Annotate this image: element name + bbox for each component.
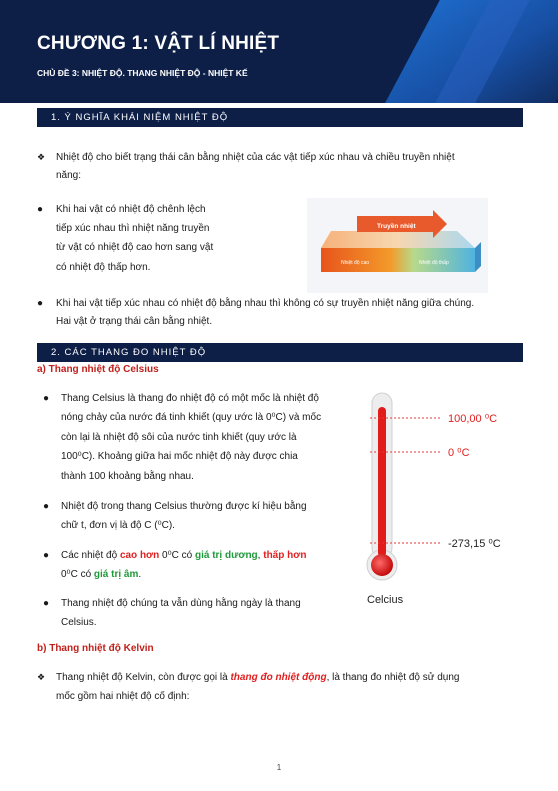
c-bullet1-line-1: Thang Celsius là thang đo nhiệt độ có một mốc là nhiệt độ [61, 393, 319, 404]
heat-transfer-figure [307, 198, 488, 293]
bullet2-line-2: Hai vật ở trạng thái cân bằng nhiệt. [56, 316, 213, 327]
c-bullet2-line-2: chữ t, đơn vị là độ C (⁰C). [61, 520, 175, 531]
bullet1-line-2: tiếp xúc nhau thì nhiệt năng truyền [56, 223, 210, 234]
mid-value: 0 ⁰C [448, 447, 470, 459]
celsius-heading: a) Thang nhiệt độ Celsius [37, 364, 159, 375]
diamond-bullet-icon: ❖ [37, 672, 46, 682]
bullet1-line-1: Khi hai vật có nhiệt độ chênh lệch [56, 204, 206, 215]
c-bullet2-line-1: Nhiệt độ trong thang Celsius thường được kí hiệu bằng [61, 501, 307, 512]
intro-line-1: Nhiệt độ cho biết trạng thái cân bằng nhiệt của các vật tiếp xúc nhau và chiều truyền nhiệt [56, 152, 455, 163]
lower-text: thấp hơn [263, 550, 307, 561]
thermometer-caption: Celcius [367, 594, 404, 606]
section-2-heading: 2. CÁC THANG ĐO NHIỆT ĐỘ [37, 343, 523, 362]
kelvin-emphasis: thang đo nhiệt động [230, 672, 327, 683]
bullet-icon: ● [43, 598, 50, 609]
cold-label: Nhiệt độ thấp [419, 260, 449, 266]
low-value: -273,15 ⁰C [448, 538, 501, 550]
arrow-label: Truyền nhiệt [377, 223, 416, 230]
topic-subtitle: CHỦ ĐỀ 3: NHIỆT ĐỘ. THANG NHIỆT ĐỘ - NHIỆT KẾ [37, 68, 248, 78]
c-bullet1-line-5: thành 100 khoảng bằng nhau. [61, 471, 194, 482]
c-bullet3-line-2: 0⁰C có giá trị âm. [61, 569, 142, 580]
bullet-icon: ● [43, 550, 50, 561]
negative-text: giá trị âm [93, 569, 139, 580]
positive-text: giá trị dương [194, 550, 258, 561]
page-number: 1 [276, 763, 282, 772]
bullet-icon: ● [37, 204, 44, 215]
kelvin-line-1: Thang nhiệt độ Kelvin, còn được gọi là thang đo nhiệt động, là thang đo nhiệt độ sử dụng [56, 672, 460, 683]
kelvin-line-2: mốc gồm hai nhiệt độ cố định: [56, 691, 190, 702]
top-value: 100,00 ⁰C [448, 413, 498, 425]
chapter-title: CHƯƠNG 1: VẬT LÍ NHIỆT [37, 33, 280, 54]
kelvin-heading: b) Thang nhiệt độ Kelvin [37, 643, 154, 654]
bullet-icon: ● [43, 393, 50, 404]
diamond-bullet-icon: ❖ [37, 152, 46, 162]
c-bullet4-line-2: Celsius. [61, 617, 97, 628]
c-bullet3-line-1: Các nhiệt độ cao hơn 0⁰C có giá trị dương, thấp hơn [61, 550, 307, 561]
hot-label: Nhiệt độ cao [341, 260, 370, 266]
c-bullet1-line-2: nóng chảy của nước đá tinh khiết (quy ước là 0⁰C) và mốc [61, 412, 322, 423]
bullet2-line-1: Khi hai vật tiếp xúc nhau có nhiệt độ bằng nhau thì không có sự truyền nhiệt năng giữa chúng. [56, 298, 475, 309]
c-bullet1-line-4: 100⁰C). Khoảng giữa hai mốc nhiệt độ này được chia [61, 451, 298, 462]
heat-transfer-svg [307, 198, 488, 293]
bullet1-line-3: từ vật có nhiệt độ cao hơn sang vật [56, 242, 214, 253]
c-bullet4-line-1: Thang nhiệt độ chúng ta vẫn dùng hằng ngày là thang [61, 598, 301, 609]
bullet-icon: ● [37, 298, 44, 309]
bullet-icon: ● [43, 501, 50, 512]
higher-text: cao hơn [119, 550, 160, 561]
celsius-thermometer [360, 385, 520, 615]
intro-line-2: năng: [56, 170, 82, 181]
thermometer-svg [360, 385, 520, 615]
page-header [0, 0, 558, 103]
c-bullet1-line-3: còn lại là nhiệt độ sôi của nước tinh khiết (quy ước là [61, 432, 297, 443]
bullet1-line-4: có nhiệt độ thấp hơn. [56, 262, 151, 273]
section-1-heading: 1. Ý NGHĨA KHÁI NIỆM NHIỆT ĐỘ [37, 108, 523, 127]
